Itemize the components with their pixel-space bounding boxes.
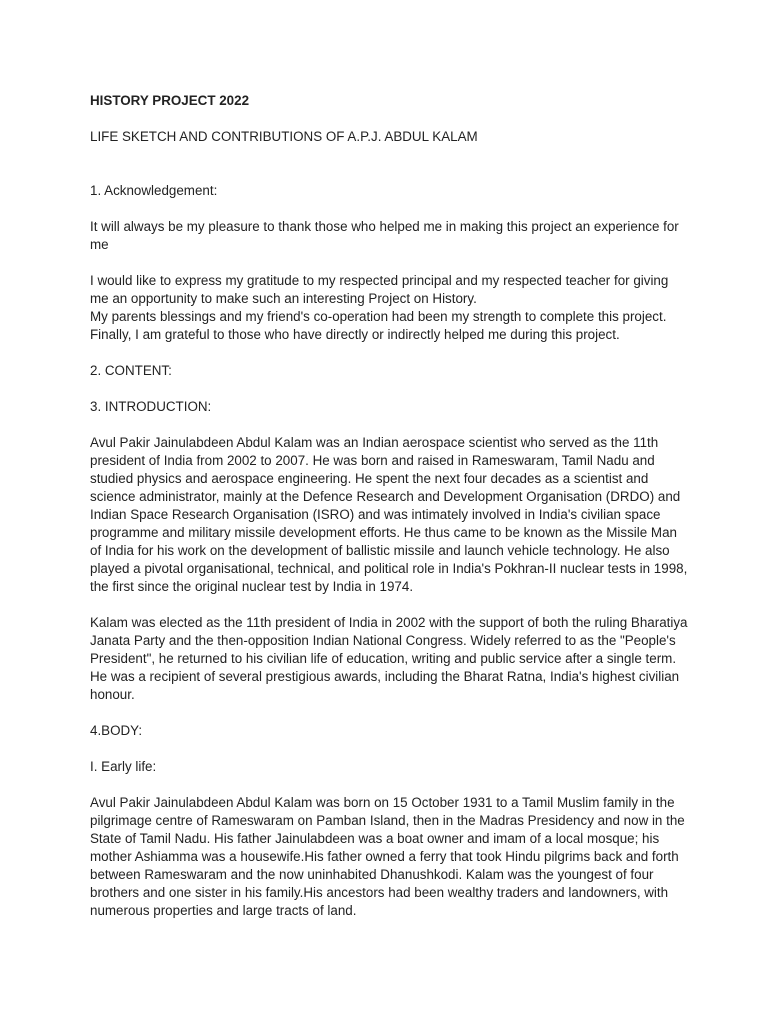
document-subtitle: LIFE SKETCH AND CONTRIBUTIONS OF A.P.J. ABDUL KALAM bbox=[90, 129, 478, 144]
introduction-paragraph-1: Avul Pakir Jainulabdeen Abdul Kalam was an Indian aerospace scientist who served as the 11th president of India from 2002 to 2007. He was born and raised in Rameswaram, Tamil Nadu and studied physics and aerospace engineering. He spent the next four decades as a scientist and science administrator, mainly at the Defence Research and Development Organisation (DRDO) and Indian Space Research Organisation (ISRO) and was intimately involved in India's civilian space programme and military missile development efforts. He thus came to be known as the Missile Man of India for his work on the development of ballistic missile and launch vehicle technology. He also played a pivotal organisational, technical, and political role in India's Pokhran-II nuclear tests in 1998, the first since the original nuclear test by India in 1974. bbox=[90, 435, 688, 594]
acknowledgement-paragraph-2: I would like to express my gratitude to my respected principal and my respected teacher for giving me an opportunity to make such an interesting Project on History. bbox=[90, 273, 669, 306]
acknowledgement-paragraph-1: It will always be my pleasure to thank those who helped me in making this project an experience for me bbox=[90, 219, 679, 252]
acknowledgement-paragraph-3: My parents blessings and my friend's co-operation had been my strength to complete this project. Finally, I am grateful to those who have directly or indirectly helped me during this project. bbox=[90, 309, 667, 342]
introduction-heading: 3. INTRODUCTION: bbox=[90, 399, 212, 414]
introduction-paragraph-2: Kalam was elected as the 11th president of India in 2002 with the support of both the ruling Bharatiya Janata Party and the then-opposition Indian National Congress. Widely referred to as the "People's President", he returned to his civilian life of education, writing and public service after a single term. He was a recipient of several prestigious awards, including the Bharat Ratna, India's highest civilian honour. bbox=[90, 615, 688, 702]
early-life-paragraph-1: Avul Pakir Jainulabdeen Abdul Kalam was born on 15 October 1931 to a Tamil Muslim family in the pilgrimage centre of Rameswaram on Pamban Island, then in the Madras Presidency and now in the State of Tamil Nadu. His father Jainulabdeen was a boat owner and imam of a local mosque; his mother Ashiamma was a housewife.His father owned a ferry that took Hindu pilgrims back and forth between Rameswaram and the now uninhabited Dhanushkodi. Kalam was the youngest of four brothers and one sister in his family.His ancestors had been wealthy traders and landowners, with numerous properties and large tracts of land. bbox=[90, 795, 685, 918]
body-heading: 4.BODY: bbox=[90, 723, 143, 738]
document-title: HISTORY PROJECT 2022 bbox=[90, 93, 250, 108]
document-body bbox=[90, 92, 690, 938]
acknowledgement-heading: 1. Acknowledgement: bbox=[90, 183, 218, 198]
early-life-heading: I. Early life: bbox=[90, 759, 157, 774]
content-heading: 2. CONTENT: bbox=[90, 363, 172, 378]
